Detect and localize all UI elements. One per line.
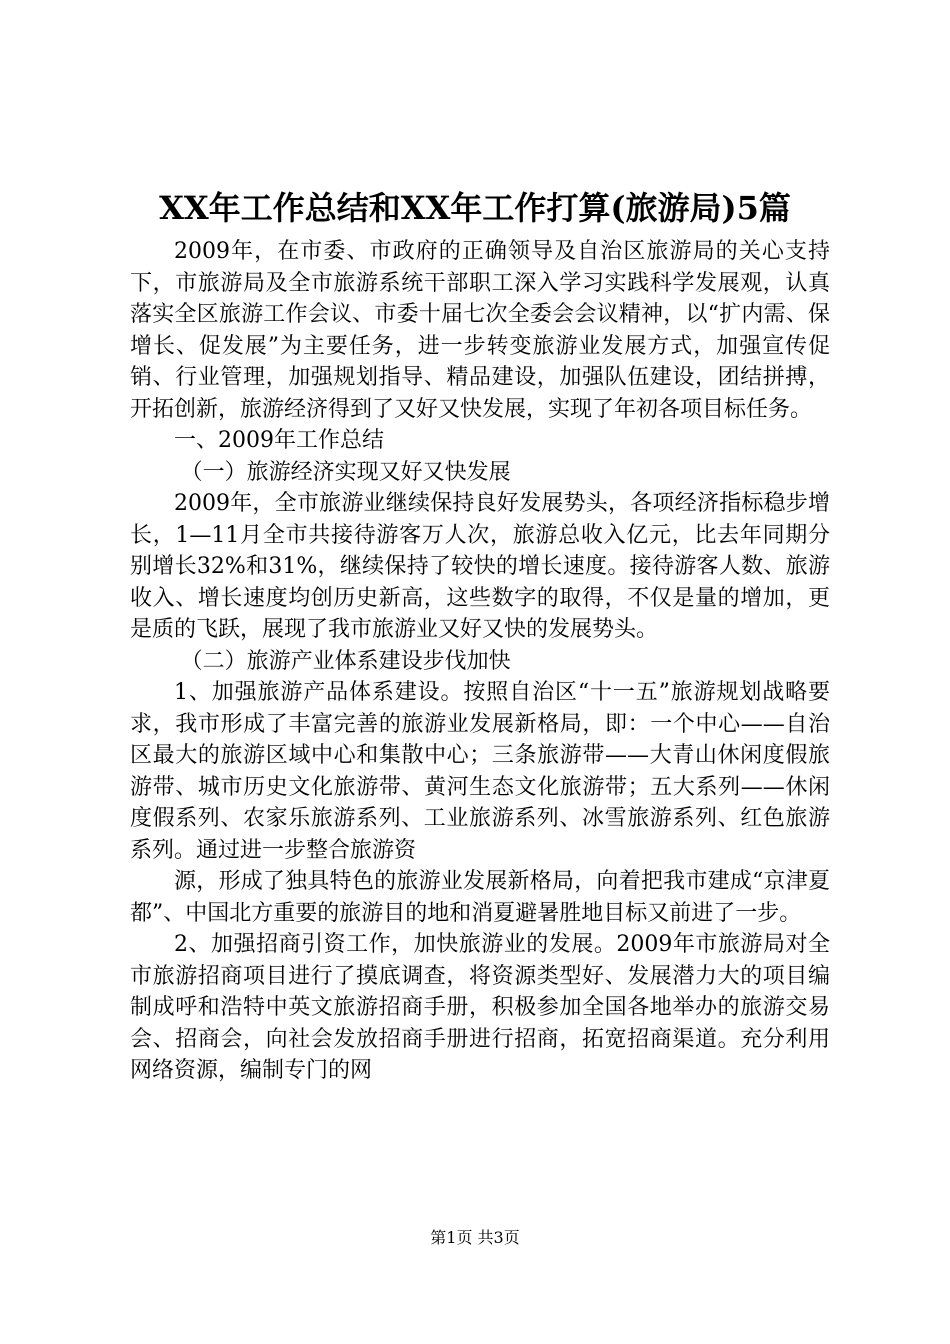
section-heading-1: 一、2009年工作总结 bbox=[174, 428, 384, 453]
paragraph-investment: 2、加强招商引资工作，加快旅游业的发展。2009年市旅游局对全市旅游招商项目进行了摸底调查，将资源类型好、发展潜力大的项目编制成呼和浩特中英文旅游招商手册，积极参加全国各地举办的旅游交易会、招商会，向社会发放招商手册进行招商，拓宽招商渠道。充分利用网络资源，编制专门的网 bbox=[130, 932, 830, 1083]
paragraph-product-system: 1、加强旅游产品体系建设。按照自治区“十一五”旅游规划战略要求，我市形成了丰富完善的旅游业发展新格局，即：一个中心——自治区最大的旅游区域中心和集散中心；三条旅游带——大青山休闲度假旅游带、城市历史文化旅游带、黄河生态文化旅游带；五大系列——休闲度假系列、农家乐旅游系列、工业旅游系列、冰雪旅游系列、红色旅游系列。通过进一步整合旅游资 bbox=[130, 680, 830, 863]
paragraph-intro: 2009年，在市委、市政府的正确领导及自治区旅游局的关心支持下，市旅游局及全市旅游系统干部职工深入学习实践科学发展观，认真落实全区旅游工作会议、市委十届七次全委会会议精神，以“扩内需、保增长、促发展”为主要任务，进一步转变旅游业发展方式，加强宣传促销、行业管理，加强规划指导、精品建设，加强队伍建设，团结拼搏，开拓创新，旅游经济得到了又好又快发展，实现了年初各项目标任务。 bbox=[130, 239, 830, 422]
subsection-heading-1: （一）旅游经济实现又好又快发展 bbox=[180, 459, 511, 485]
paragraph-economy: 2009年，全市旅游业继续保持良好发展势头，各项经济指标稳步增长，1—11月全市共接待游客万人次，旅游总收入亿元，比去年同期分别增长32%和31%，继续保持了较快的增长速度。接待游客人数、旅游收入、增长速度均创历史新高，这些数字的取得，不仅是量的增加，更是质的飞跃，展现了我市旅游业又好又快的发展势头。 bbox=[130, 491, 830, 642]
subsection-heading-2: （二）旅游产业体系建设步伐加快 bbox=[180, 648, 511, 674]
document-title: XX年工作总结和XX年工作打算(旅游局)5篇 bbox=[159, 189, 791, 227]
page-footer: 第1页 共3页 bbox=[430, 1228, 520, 1247]
document-body bbox=[130, 236, 830, 1087]
paragraph-product-system-cont: 源，形成了独具特色的旅游业发展新格局，向着把我市建成“京津夏都”、中国北方重要的旅游目的地和消夏避暑胜地目标又前进了一步。 bbox=[130, 869, 830, 926]
